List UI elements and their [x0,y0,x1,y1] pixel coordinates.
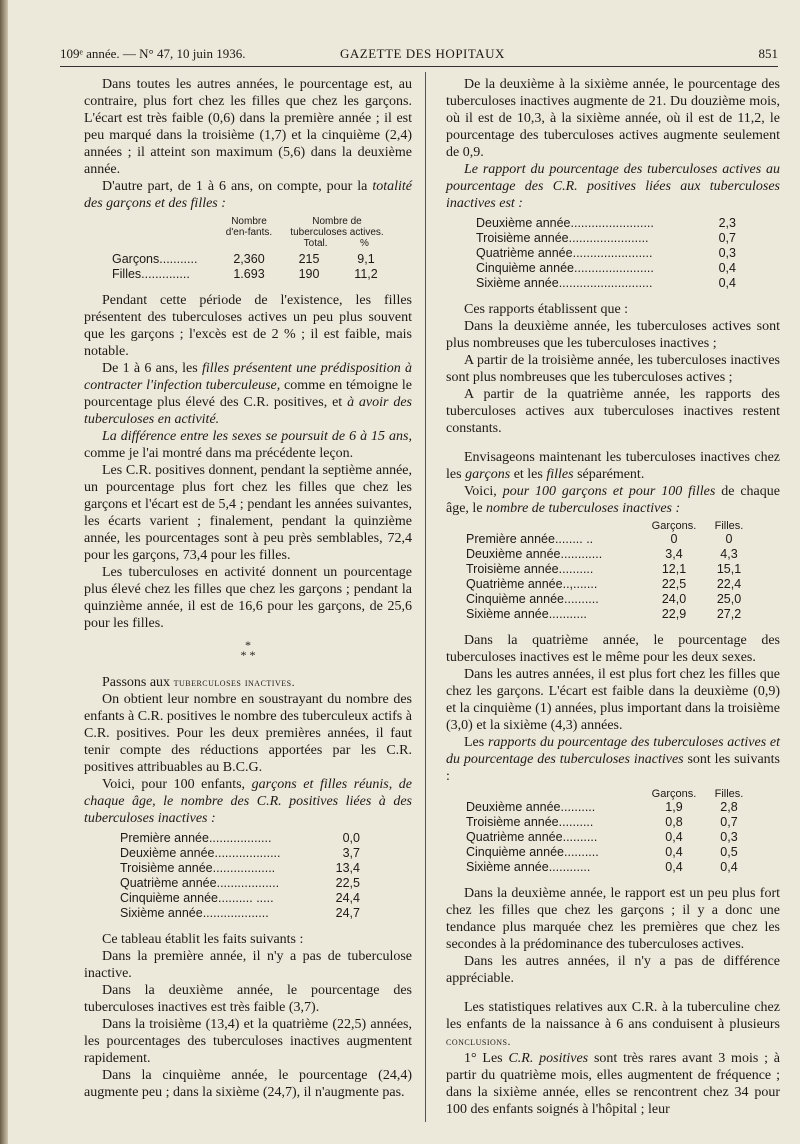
paragraph: Les tuberculoses en activité donnent un pourcentage plus élevé chez les filles que chez les garçons ; pendant la quinzième année, il est de 16,6 pour les garçons, de 25,6 pour les filles. [84,565,412,631]
paragraph: Pendant cette période de l'existence, les filles présentent des tuberculoses actives un peu plus souvent que les garçons ; l'excès est de 2 % ; il est faible, mais notable. [84,293,412,359]
col-header-girls: Filles. [714,520,744,532]
table-row: Deuxième année................... 3,7 [120,846,360,860]
table-header-row [466,521,756,532]
table-ratio-combined [476,216,736,291]
paragraph: La différence entre les sexes se poursuit de 6 à 15 ans, comme je l'ai montré dans ma précédente leçon. [84,429,412,461]
paragraph: Dans la troisième (13,4) et la quatrième (22,5) années, les pourcentages des tuberculoses inactives augmentent rapidement. [84,1017,412,1066]
table-inactive-combined [120,831,360,921]
paragraph: D'autre part, de 1 à 6 ans, on compte, pour la totalité des garçons et des filles : [84,179,412,211]
table-row: Deuxième année........................ 2,3 [476,216,736,230]
col-header-active: Nombre de tuberculoses actives. [290,216,384,238]
page-binding-edge [0,0,8,1144]
table-row: Quatrième année....................... 0,3 [476,246,736,260]
col-header-children: Nombre d'en-fants. [225,216,273,238]
table-row: Sixième année............ 0,4 0,4 [466,860,738,874]
table-row: Quatrième année.................. 22,5 [120,876,360,890]
header-rule [60,66,778,67]
table-row: Sixième année................... 24,7 [120,906,360,920]
table-row: Première année........ .. 0 0 [466,532,733,546]
table-row: Quatrième année.......... 0,4 0,3 [466,830,738,844]
paragraph: On obtient leur nombre en soustrayant du nombre des enfants à C.R. positives le nombre des tuberculeux actifs à C.R. positives. Pour les deux premières années, il faut tenir compte des réductions apportées par les C.R. positives attribuables au B.C.G. [84,692,412,775]
paragraph: Ce tableau établit les faits suivants : [102,932,304,947]
table-row: Filles.............. 1.693 190 11,2 [112,267,378,281]
table-header-row [466,789,756,800]
table-row: Garçons........... 2,360 215 9,1 [112,252,375,266]
table-row: Troisième année.................. 13,4 [120,861,360,875]
right-column [446,76,780,1118]
col-header-boys: Garçons. [651,520,697,532]
table-row: Cinquième année.......... 24,0 25,0 [466,592,742,606]
table-row: Troisième année.......... 12,1 15,1 [466,562,742,576]
table-header-row [112,216,412,249]
col-header-total: Total. [303,238,328,249]
paragraph: Dans la deuxième année, le pourcentage des tuberculoses inactives est très faible (3,7). [84,983,412,1015]
paragraph: Le rapport du pourcentage des tuberculoses actives au pourcentage des C.R. positives liées aux tuberculoses inactives est : [446,162,780,211]
paragraph: De la deuxième à la sixième année, le pourcentage des tuberculoses inactives augmente de 21. Du douzième mois, où il est de 10,3, à la sixième année, où il est de 11,2, le pourcentage des tuberculoses actives augmente seulement de 0,9. [446,77,780,160]
table-row: Cinquième année....................... 0,4 [476,261,736,275]
table-inactive-by-sex [466,521,756,622]
paragraph: Dans les autres années, il n'y a pas de différence appréciable. [446,954,780,986]
section-separator: * * * [240,638,256,662]
left-column [84,76,412,1101]
table-row: Deuxième année............ 3,4 4,3 [466,547,738,561]
col-header-girls: Filles. [714,788,744,800]
paragraph: Voici, pour 100 garçons et pour 100 filles de chaque âge, le nombre de tuberculoses inactives : [446,484,780,516]
table-row: Deuxième année.......... 1,9 2,8 [466,800,738,814]
table-row: Sixième année........................... 0,4 [476,276,736,290]
paragraph: Voici, pour 100 enfants, garçons et filles réunis, de chaque âge, le nombre des C.R. positives liées à des tuberculoses inactives : [84,777,412,826]
col-header-boys: Garçons. [651,788,697,800]
paragraph: Passons aux tuberculoses inactives. [102,675,296,690]
col-header-percent: % [359,238,369,249]
column-divider [425,72,426,1122]
table-row: Cinquième année.......... 0,4 0,5 [466,845,738,859]
paragraph: Les C.R. positives donnent, pendant la septième année, un pourcentage plus fort chez les filles que chez les garçons et l'écart est de 5,4 ; pendant les années suivantes, les écarts varient ; finalement, pendant la quinzième année, les pourcentages sont à peu près semblables, 72,4 pour les garçons, 73,4 pour les filles. [84,463,412,563]
page-header [60,46,778,66]
table-row: Cinquième année.......... ..... 24,4 [120,891,360,905]
paragraph: Envisageons maintenant les tuberculoses inactives chez les garçons et les filles séparément. [446,450,780,482]
page-number: 851 [758,46,778,61]
paragraph: Dans toutes les autres années, le pourcentage est, au contraire, plus fort chez les filles que chez les garçons. L'écart est très faible (0,6) dans la première année ; il est peu marqué dans la troisième (1,7) et la cinquième (2,4) années ; il atteint son maximum (5,6) dans la deuxième année. [84,77,412,177]
paragraph: A partir de la quatrième année, les rapports des tuberculoses actives aux tuberculoses inactives restent constants. [446,387,780,436]
paragraph: 1° Les C.R. positives sont très rares avant 3 mois ; à partir du quatrième mois, elles augmentent de fréquence ; dans la sixième année, elles se rencontrent chez 34 pour 100 des enfants soignés à l'hôpital ; leur [446,1051,781,1117]
table-ratio-by-sex [466,789,756,875]
paragraph: Dans la première année, il n'y a pas de tuberculose inactive. [84,949,412,981]
paragraph: De 1 à 6 ans, les filles présentent une prédisposition à contracter l'infection tuberculeuse, comme en témoigne le pourcentage plus élevé des C.R. positives, et à avoir des tuberculoses en activité. [84,361,413,427]
paragraph: Dans la deuxième année, les tuberculoses actives sont plus nombreuses que les tuberculoses inactives ; [446,319,780,351]
table-row: Sixième année........... 22,9 27,2 [466,607,742,621]
table-row: Troisième année....................... 0,7 [476,231,736,245]
table-row: Troisième année.......... 0,8 0,7 [466,815,738,829]
paragraph: Dans la deuxième année, le rapport est un peu plus fort chez les filles que chez les garçons ; il y a donc une tendance plus marquée chez les premières que chez les secondes à la prédominance des tuberculoses actives. [446,886,780,952]
table-row: Première année.................. 0,0 [120,831,360,845]
paragraph: Ces rapports établissent que : [464,302,629,317]
paragraph: A partir de la troisième année, les tuberculoses inactives sont plus nombreuses que les tuberculoses actives ; [446,353,780,385]
paragraph: Dans la quatrième année, le pourcentage des tuberculoses inactives est le même pour les deux sexes. [446,633,780,665]
table-boys-girls-totals [112,216,412,282]
paragraph: Dans les autres années, il est plus fort chez les filles que chez les garçons. L'écart est faible dans la deuxième (0,9) et la cinquième (1) années, plus important dans la troisième (3,0) et la sixième (4,3) années. [446,667,780,733]
table-row: Quatrième année..,....... 22,5 22,4 [466,577,742,591]
journal-title: GAZETTE DES HOPITAUX [340,46,505,61]
paragraph: Dans la cinquième année, le pourcentage (24,4) augmente peu ; dans la sixième (24,7), il n'augmente pas. [84,1068,412,1100]
paragraph: Les statistiques relatives aux C.R. à la tuberculine chez les enfants de la naissance à 6 ans conduisent à plusieurs conclusions. [446,1000,780,1048]
paragraph: Les rapports du pourcentage des tuberculoses actives et du pourcentage des tuberculoses inactives sont les suivants : [446,735,781,784]
issue-info: 109ᵉ année. — N° 47, 10 juin 1936. [60,46,246,61]
